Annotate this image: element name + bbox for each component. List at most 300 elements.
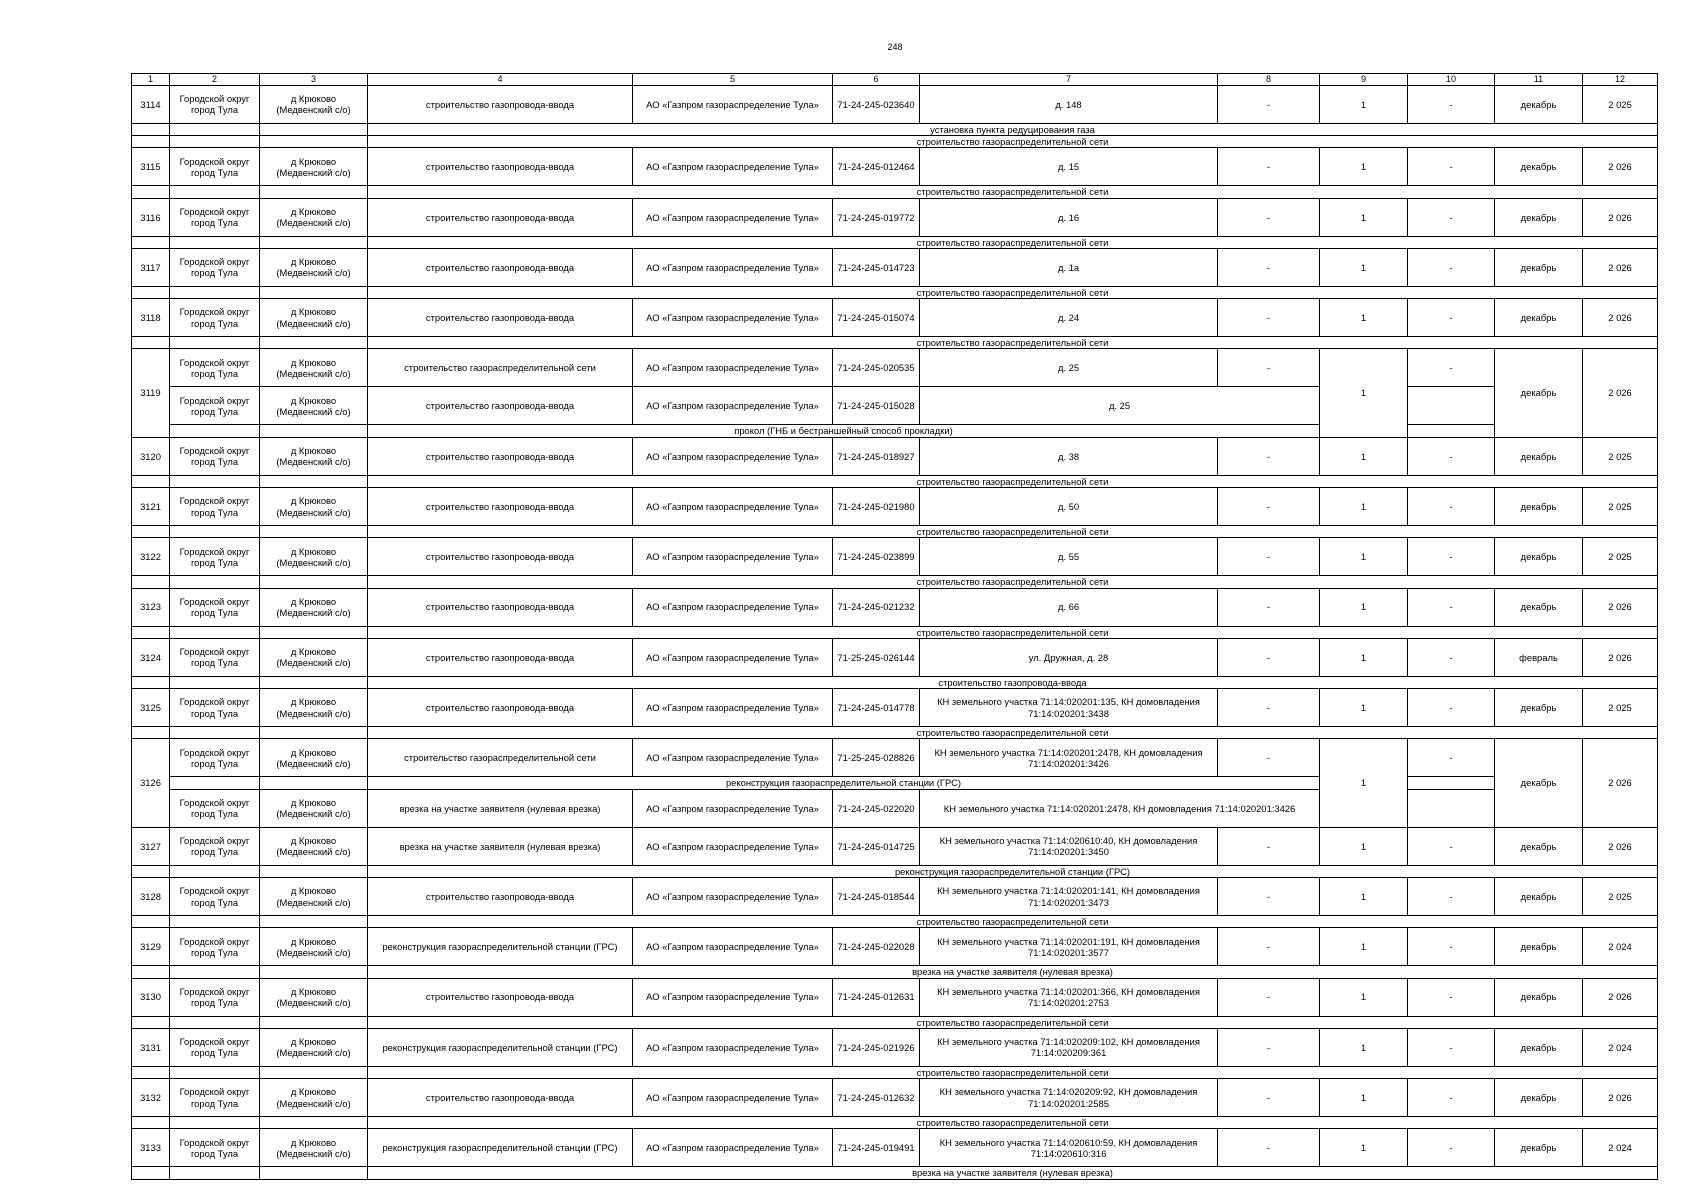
page-number: 248 bbox=[887, 42, 903, 52]
col10-cell: - bbox=[1408, 588, 1495, 626]
row-number: 3114 bbox=[132, 85, 170, 123]
col8-cell: - bbox=[1218, 689, 1320, 727]
empty-cell bbox=[260, 337, 368, 349]
col10-cell: - bbox=[1408, 739, 1495, 777]
col-header: 7 bbox=[920, 74, 1218, 86]
village-cell: д Крюково (Медвенский с/о) bbox=[260, 387, 368, 425]
month-cell: декабрь bbox=[1495, 739, 1583, 827]
application-code-cell: 71-24-245-021232 bbox=[833, 588, 920, 626]
village-cell: д Крюково (Медвенский с/о) bbox=[260, 1028, 368, 1066]
work-type-cell: строительство газопровода-ввода bbox=[368, 198, 633, 236]
sub-row bbox=[132, 526, 1658, 538]
col8-cell: - bbox=[1218, 588, 1320, 626]
district-cell: Городской округ город Тула bbox=[170, 878, 260, 916]
district-cell: Городской округ город Тула bbox=[170, 588, 260, 626]
table-row bbox=[132, 789, 1658, 827]
village-cell: д Крюково (Медвенский с/о) bbox=[260, 538, 368, 576]
work-type-cell: строительство газопровода-ввода bbox=[368, 538, 633, 576]
district-cell: Городской округ город Тула bbox=[170, 85, 260, 123]
empty-cell bbox=[260, 475, 368, 487]
col-header: 6 bbox=[833, 74, 920, 86]
work-type-cell: строительство газопровода-ввода bbox=[368, 437, 633, 475]
col9-cell: 1 bbox=[1320, 739, 1408, 827]
col8-cell: - bbox=[1218, 538, 1320, 576]
table-row bbox=[132, 739, 1658, 777]
year-cell: 2 026 bbox=[1583, 1079, 1658, 1117]
empty-cell bbox=[260, 865, 368, 877]
application-code-cell: 71-24-245-012631 bbox=[833, 978, 920, 1016]
district-cell: Городской округ город Тула bbox=[170, 488, 260, 526]
month-cell: декабрь bbox=[1495, 248, 1583, 286]
col9-cell: 1 bbox=[1320, 248, 1408, 286]
sub-row bbox=[132, 966, 1658, 978]
sub-row-text: строительство газораспределительной сети bbox=[368, 727, 1658, 739]
sub-row bbox=[132, 1016, 1658, 1028]
col-header: 11 bbox=[1495, 74, 1583, 86]
empty-cell bbox=[260, 425, 368, 437]
col9-cell: 1 bbox=[1320, 878, 1408, 916]
application-code-cell: 71-24-245-023899 bbox=[833, 538, 920, 576]
row-number: 3124 bbox=[132, 638, 170, 676]
col8-cell: - bbox=[1218, 928, 1320, 966]
col10-cell: - bbox=[1408, 978, 1495, 1016]
sub-row bbox=[132, 186, 1658, 198]
empty-cell bbox=[1408, 789, 1495, 827]
sub-row bbox=[132, 777, 1658, 789]
empty-cell bbox=[170, 1066, 260, 1078]
sub-row-text: врезка на участке заявителя (нулевая врезка) bbox=[368, 1167, 1658, 1179]
sub-row-text: строительство газораспределительной сети bbox=[368, 526, 1658, 538]
col10-cell: - bbox=[1408, 1129, 1495, 1167]
application-code-cell: 71-24-245-019772 bbox=[833, 198, 920, 236]
address-cell: КН земельного участка 71:14:020201:191, КН домовладения 71:14:020201:3577 bbox=[920, 928, 1218, 966]
col-header: 1 bbox=[132, 74, 170, 86]
table-row bbox=[132, 148, 1658, 186]
col-header: 10 bbox=[1408, 74, 1495, 86]
empty-cell bbox=[132, 727, 170, 739]
empty-cell bbox=[170, 123, 260, 135]
work-type-cell: строительство газопровода-ввода bbox=[368, 1079, 633, 1117]
empty-cell bbox=[132, 123, 170, 135]
col10-cell: - bbox=[1408, 248, 1495, 286]
month-cell: декабрь bbox=[1495, 148, 1583, 186]
empty-cell bbox=[132, 865, 170, 877]
year-cell: 2 024 bbox=[1583, 928, 1658, 966]
empty-cell bbox=[260, 526, 368, 538]
col9-cell: 1 bbox=[1320, 198, 1408, 236]
empty-cell bbox=[132, 1016, 170, 1028]
district-cell: Городской округ город Тула bbox=[170, 148, 260, 186]
address-cell: КН земельного участка 71:14:020610:40, КН домовладения 71:14:020201:3450 bbox=[920, 827, 1218, 865]
month-cell: февраль bbox=[1495, 638, 1583, 676]
application-code-cell: 71-24-245-022020 bbox=[833, 789, 920, 827]
sub-row bbox=[132, 676, 1658, 688]
work-type-cell: строительство газопровода-ввода bbox=[368, 387, 633, 425]
empty-cell bbox=[170, 1167, 260, 1179]
sub-row bbox=[132, 1167, 1658, 1179]
col-header: 5 bbox=[633, 74, 833, 86]
district-cell: Городской округ город Тула bbox=[170, 349, 260, 387]
empty-cell bbox=[132, 186, 170, 198]
organization-cell: АО «Газпром газораспределение Тула» bbox=[633, 349, 833, 387]
year-cell: 2 025 bbox=[1583, 488, 1658, 526]
sub-row-text: строительство газораспределительной сети bbox=[368, 1016, 1658, 1028]
sub-row-text: строительство газораспределительной сети bbox=[368, 286, 1658, 298]
col8-cell: - bbox=[1218, 299, 1320, 337]
row-number: 3121 bbox=[132, 488, 170, 526]
year-cell: 2 026 bbox=[1583, 827, 1658, 865]
row-number: 3125 bbox=[132, 689, 170, 727]
district-cell: Городской округ город Тула bbox=[170, 827, 260, 865]
col8-cell: - bbox=[1218, 739, 1320, 777]
year-cell: 2 026 bbox=[1583, 978, 1658, 1016]
work-type-cell: строительство газопровода-ввода bbox=[368, 588, 633, 626]
organization-cell: АО «Газпром газораспределение Тула» bbox=[633, 827, 833, 865]
empty-cell bbox=[170, 186, 260, 198]
work-type-cell: строительство газораспределительной сети bbox=[368, 739, 633, 777]
work-type-cell: реконструкция газораспределительной станции (ГРС) bbox=[368, 1028, 633, 1066]
col9-cell: 1 bbox=[1320, 588, 1408, 626]
address-cell: КН земельного участка 71:14:020209:102, КН домовладения 71:14:020209:361 bbox=[920, 1028, 1218, 1066]
empty-cell bbox=[260, 727, 368, 739]
empty-cell bbox=[260, 916, 368, 928]
col10-cell: - bbox=[1408, 349, 1495, 387]
sub-row bbox=[132, 916, 1658, 928]
month-cell: декабрь bbox=[1495, 978, 1583, 1016]
col10-cell: - bbox=[1408, 437, 1495, 475]
work-type-cell: реконструкция газораспределительной станции (ГРС) bbox=[368, 928, 633, 966]
month-cell: декабрь bbox=[1495, 588, 1583, 626]
organization-cell: АО «Газпром газораспределение Тула» bbox=[633, 1129, 833, 1167]
month-cell: декабрь bbox=[1495, 437, 1583, 475]
month-cell: декабрь bbox=[1495, 1129, 1583, 1167]
application-code-cell: 71-24-245-012464 bbox=[833, 148, 920, 186]
sub-row-text: строительство газораспределительной сети bbox=[368, 916, 1658, 928]
month-cell: декабрь bbox=[1495, 488, 1583, 526]
address-cell: д. 50 bbox=[920, 488, 1218, 526]
col9-cell: 1 bbox=[1320, 349, 1408, 437]
row-number: 3118 bbox=[132, 299, 170, 337]
month-cell: декабрь bbox=[1495, 827, 1583, 865]
address-cell: КН земельного участка 71:14:020201:2478, КН домовладения 71:14:020201:3426 bbox=[920, 739, 1218, 777]
empty-cell bbox=[260, 1016, 368, 1028]
table-row bbox=[132, 488, 1658, 526]
district-cell: Городской округ город Тула bbox=[170, 739, 260, 777]
col10-cell: - bbox=[1408, 488, 1495, 526]
sub-row-text: строительство газораспределительной сети bbox=[368, 337, 1658, 349]
empty-cell bbox=[260, 136, 368, 148]
sub-row-text: строительство газораспределительной сети bbox=[368, 136, 1658, 148]
year-cell: 2 025 bbox=[1583, 538, 1658, 576]
sub-row-text: прокол (ГНБ и бестраншейный способ прокладки) bbox=[368, 425, 1320, 437]
empty-cell bbox=[170, 966, 260, 978]
col10-cell: - bbox=[1408, 1079, 1495, 1117]
application-code-cell: 71-24-245-018544 bbox=[833, 878, 920, 916]
row-number: 3130 bbox=[132, 978, 170, 1016]
col8-cell: - bbox=[1218, 488, 1320, 526]
col9-cell: 1 bbox=[1320, 1028, 1408, 1066]
organization-cell: АО «Газпром газораспределение Тула» bbox=[633, 387, 833, 425]
empty-cell bbox=[170, 576, 260, 588]
address-cell: КН земельного участка 71:14:020201:141, КН домовладения 71:14:020201:3473 bbox=[920, 878, 1218, 916]
work-type-cell: строительство газопровода-ввода bbox=[368, 85, 633, 123]
application-code-cell: 71-24-245-021980 bbox=[833, 488, 920, 526]
sub-row bbox=[132, 576, 1658, 588]
col8-cell: - bbox=[1218, 638, 1320, 676]
col8-cell: - bbox=[1218, 1129, 1320, 1167]
col10-cell: - bbox=[1408, 85, 1495, 123]
empty-cell bbox=[260, 236, 368, 248]
col9-cell: 1 bbox=[1320, 1079, 1408, 1117]
district-cell: Городской округ город Тула bbox=[170, 387, 260, 425]
work-type-cell: строительство газопровода-ввода bbox=[368, 689, 633, 727]
sub-row-text: строительство газораспределительной сети bbox=[368, 1066, 1658, 1078]
address-cell: д. 15 bbox=[920, 148, 1218, 186]
organization-cell: АО «Газпром газораспределение Тула» bbox=[633, 299, 833, 337]
organization-cell: АО «Газпром газораспределение Тула» bbox=[633, 1079, 833, 1117]
month-cell: декабрь bbox=[1495, 928, 1583, 966]
year-cell: 2 026 bbox=[1583, 588, 1658, 626]
empty-cell bbox=[132, 1117, 170, 1129]
application-code-cell: 71-24-245-018927 bbox=[833, 437, 920, 475]
organization-cell: АО «Газпром газораспределение Тула» bbox=[633, 928, 833, 966]
col8-cell: - bbox=[1218, 85, 1320, 123]
application-code-cell: 71-24-245-015074 bbox=[833, 299, 920, 337]
district-cell: Городской округ город Тула bbox=[170, 789, 260, 827]
col10-cell: - bbox=[1408, 148, 1495, 186]
row-number: 3127 bbox=[132, 827, 170, 865]
village-cell: д Крюково (Медвенский с/о) bbox=[260, 488, 368, 526]
organization-cell: АО «Газпром газораспределение Тула» bbox=[633, 638, 833, 676]
empty-cell bbox=[170, 676, 260, 688]
empty-cell bbox=[170, 286, 260, 298]
organization-cell: АО «Газпром газораспределение Тула» bbox=[633, 85, 833, 123]
year-cell: 2 025 bbox=[1583, 878, 1658, 916]
village-cell: д Крюково (Медвенский с/о) bbox=[260, 349, 368, 387]
col10-cell: - bbox=[1408, 299, 1495, 337]
empty-cell bbox=[260, 1167, 368, 1179]
sub-row bbox=[132, 1066, 1658, 1078]
row-number: 3116 bbox=[132, 198, 170, 236]
village-cell: д Крюково (Медвенский с/о) bbox=[260, 638, 368, 676]
organization-cell: АО «Газпром газораспределение Тула» bbox=[633, 198, 833, 236]
table-row bbox=[132, 1028, 1658, 1066]
col8-cell: - bbox=[1218, 827, 1320, 865]
district-cell: Городской округ город Тула bbox=[170, 198, 260, 236]
col8-cell: - bbox=[1218, 878, 1320, 916]
sub-row bbox=[132, 475, 1658, 487]
table-row bbox=[132, 387, 1658, 425]
empty-cell bbox=[132, 626, 170, 638]
empty-cell bbox=[132, 526, 170, 538]
sub-row bbox=[132, 123, 1658, 135]
row-number: 3120 bbox=[132, 437, 170, 475]
table-row bbox=[132, 878, 1658, 916]
application-code-cell: 71-24-245-020535 bbox=[833, 349, 920, 387]
organization-cell: АО «Газпром газораспределение Тула» bbox=[633, 978, 833, 1016]
col9-cell: 1 bbox=[1320, 299, 1408, 337]
year-cell: 2 026 bbox=[1583, 248, 1658, 286]
application-code-cell: 71-24-245-014723 bbox=[833, 248, 920, 286]
col10-cell: - bbox=[1408, 1028, 1495, 1066]
village-cell: д Крюково (Медвенский с/о) bbox=[260, 198, 368, 236]
district-cell: Городской округ город Тула bbox=[170, 638, 260, 676]
empty-cell bbox=[260, 676, 368, 688]
sub-row bbox=[132, 236, 1658, 248]
month-cell: декабрь bbox=[1495, 85, 1583, 123]
empty-cell bbox=[132, 916, 170, 928]
year-cell: 2 025 bbox=[1583, 85, 1658, 123]
col8-cell: - bbox=[1218, 148, 1320, 186]
sub-row-text: строительство газораспределительной сети bbox=[368, 475, 1658, 487]
year-cell: 2 025 bbox=[1583, 689, 1658, 727]
village-cell: д Крюково (Медвенский с/о) bbox=[260, 148, 368, 186]
village-cell: д Крюково (Медвенский с/о) bbox=[260, 248, 368, 286]
village-cell: д Крюково (Медвенский с/о) bbox=[260, 1129, 368, 1167]
empty-cell bbox=[132, 1167, 170, 1179]
district-cell: Городской округ город Тула bbox=[170, 299, 260, 337]
work-type-cell: строительство газопровода-ввода bbox=[368, 488, 633, 526]
col-header: 3 bbox=[260, 74, 368, 86]
empty-cell bbox=[170, 916, 260, 928]
empty-cell bbox=[132, 1066, 170, 1078]
row-number: 3115 bbox=[132, 148, 170, 186]
address-cell: д. 38 bbox=[920, 437, 1218, 475]
table-row bbox=[132, 538, 1658, 576]
table-row bbox=[132, 588, 1658, 626]
empty-cell bbox=[132, 676, 170, 688]
village-cell: д Крюково (Медвенский с/о) bbox=[260, 299, 368, 337]
year-cell: 2 026 bbox=[1583, 638, 1658, 676]
empty-cell bbox=[170, 236, 260, 248]
sub-row-text: строительство газопровода-ввода bbox=[368, 676, 1658, 688]
organization-cell: АО «Газпром газораспределение Тула» bbox=[633, 437, 833, 475]
sub-row bbox=[132, 286, 1658, 298]
col8-cell: - bbox=[1218, 198, 1320, 236]
village-cell: д Крюково (Медвенский с/о) bbox=[260, 1079, 368, 1117]
empty-cell bbox=[260, 123, 368, 135]
col9-cell: 1 bbox=[1320, 978, 1408, 1016]
work-type-cell: строительство газопровода-ввода bbox=[368, 978, 633, 1016]
address-cell: д. 66 bbox=[920, 588, 1218, 626]
table-row bbox=[132, 689, 1658, 727]
col9-cell: 1 bbox=[1320, 437, 1408, 475]
district-cell: Городской округ город Тула bbox=[170, 538, 260, 576]
col-header: 4 bbox=[368, 74, 633, 86]
row-number: 3122 bbox=[132, 538, 170, 576]
sub-row bbox=[132, 727, 1658, 739]
table-row bbox=[132, 437, 1658, 475]
table-row bbox=[132, 299, 1658, 337]
empty-cell bbox=[132, 136, 170, 148]
application-code-cell: 71-24-245-014778 bbox=[833, 689, 920, 727]
sub-row bbox=[132, 865, 1658, 877]
sub-row bbox=[132, 626, 1658, 638]
empty-cell bbox=[132, 236, 170, 248]
col9-cell: 1 bbox=[1320, 538, 1408, 576]
empty-cell bbox=[170, 425, 260, 437]
work-type-cell: строительство газораспределительной сети bbox=[368, 349, 633, 387]
table-row bbox=[132, 928, 1658, 966]
sub-row-text: строительство газораспределительной сети bbox=[368, 186, 1658, 198]
empty-cell bbox=[260, 777, 368, 789]
address-cell: КН земельного участка 71:14:020610:59, КН домовладения 71:14:020610:316 bbox=[920, 1129, 1218, 1167]
application-code-cell: 71-24-245-021926 bbox=[833, 1028, 920, 1066]
sub-row bbox=[132, 337, 1658, 349]
empty-cell bbox=[260, 626, 368, 638]
empty-cell bbox=[260, 576, 368, 588]
empty-cell bbox=[170, 727, 260, 739]
column-number-row bbox=[132, 74, 1658, 86]
col8-cell: - bbox=[1218, 349, 1320, 387]
col-header: 2 bbox=[170, 74, 260, 86]
sub-row-text: реконструкция газораспределительной станции (ГРС) bbox=[368, 777, 1320, 789]
col-header: 12 bbox=[1583, 74, 1658, 86]
sub-row-text: строительство газораспределительной сети bbox=[368, 626, 1658, 638]
empty-cell bbox=[170, 1117, 260, 1129]
empty-cell bbox=[1408, 387, 1495, 425]
empty-cell bbox=[170, 475, 260, 487]
district-cell: Городской округ город Тула bbox=[170, 978, 260, 1016]
month-cell: декабрь bbox=[1495, 689, 1583, 727]
district-cell: Городской округ город Тула bbox=[170, 437, 260, 475]
col8-cell: - bbox=[1218, 437, 1320, 475]
col9-cell: 1 bbox=[1320, 148, 1408, 186]
sub-row-text: врезка на участке заявителя (нулевая врезка) bbox=[368, 966, 1658, 978]
organization-cell: АО «Газпром газораспределение Тула» bbox=[633, 538, 833, 576]
address-cell: КН земельного участка 71:14:020201:366, КН домовладения 71:14:020201:2753 bbox=[920, 978, 1218, 1016]
table-row bbox=[132, 198, 1658, 236]
sub-row bbox=[132, 136, 1658, 148]
sub-row-text: реконструкция газораспределительной станции (ГРС) bbox=[368, 865, 1658, 877]
col10-cell: - bbox=[1408, 538, 1495, 576]
empty-cell bbox=[170, 1016, 260, 1028]
work-type-cell: врезка на участке заявителя (нулевая врезка) bbox=[368, 789, 633, 827]
application-code-cell: 71-24-245-019491 bbox=[833, 1129, 920, 1167]
month-cell: декабрь bbox=[1495, 349, 1583, 437]
row-number: 3128 bbox=[132, 878, 170, 916]
address-cell: д. 148 bbox=[920, 85, 1218, 123]
table-row bbox=[132, 85, 1658, 123]
empty-cell bbox=[260, 1117, 368, 1129]
row-number: 3117 bbox=[132, 248, 170, 286]
work-type-cell: строительство газопровода-ввода bbox=[368, 248, 633, 286]
month-cell: декабрь bbox=[1495, 538, 1583, 576]
application-code-cell: 71-25-245-026144 bbox=[833, 638, 920, 676]
address-cell: КН земельного участка 71:14:020201:2478, КН домовладения 71:14:020201:3426 bbox=[920, 789, 1320, 827]
sub-row-text: строительство газораспределительной сети bbox=[368, 236, 1658, 248]
village-cell: д Крюково (Медвенский с/о) bbox=[260, 978, 368, 1016]
table-row bbox=[132, 349, 1658, 387]
empty-cell bbox=[260, 1066, 368, 1078]
district-cell: Городской округ город Тула bbox=[170, 248, 260, 286]
sub-row bbox=[132, 425, 1658, 437]
register-table bbox=[131, 73, 1658, 1180]
row-number: 3123 bbox=[132, 588, 170, 626]
empty-cell bbox=[170, 865, 260, 877]
year-cell: 2 026 bbox=[1583, 148, 1658, 186]
address-cell: КН земельного участка 71:14:020209:92, КН домовладения 71:14:020201:2585 bbox=[920, 1079, 1218, 1117]
sub-row-text: строительство газораспределительной сети bbox=[368, 576, 1658, 588]
month-cell: декабрь bbox=[1495, 1079, 1583, 1117]
village-cell: д Крюково (Медвенский с/о) bbox=[260, 827, 368, 865]
table-row bbox=[132, 827, 1658, 865]
address-cell: д. 25 bbox=[920, 387, 1320, 425]
row-number: 3119 bbox=[132, 349, 170, 437]
month-cell: декабрь bbox=[1495, 878, 1583, 916]
organization-cell: АО «Газпром газораспределение Тула» bbox=[633, 488, 833, 526]
col10-cell: - bbox=[1408, 928, 1495, 966]
